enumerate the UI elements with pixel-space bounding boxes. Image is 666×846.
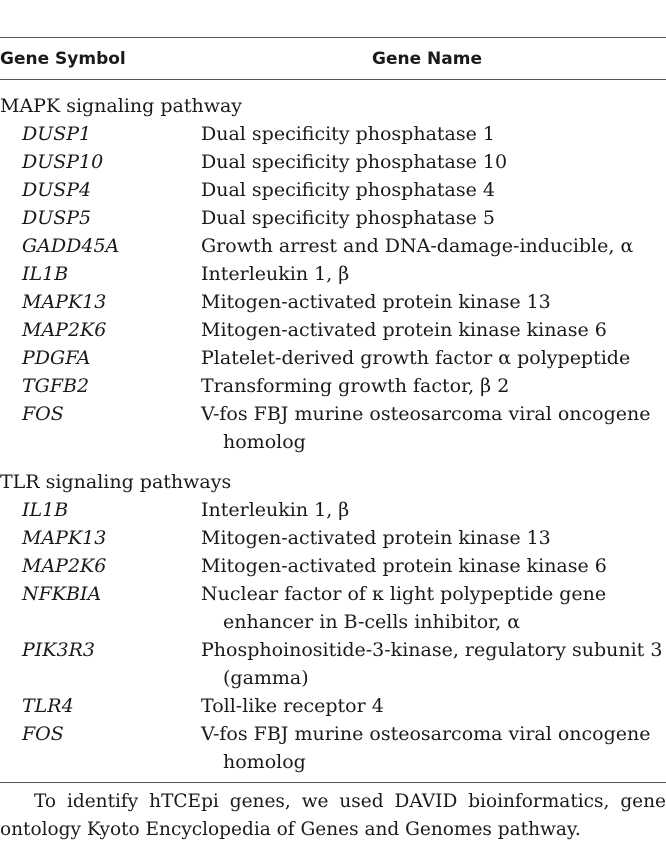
header-gene-name: Gene Name	[372, 49, 482, 69]
gene-name: Transforming growth factor, β 2	[201, 375, 510, 397]
gene-symbol: DUSP4	[22, 179, 92, 201]
gene-name-continuation: homolog	[223, 751, 306, 773]
gene-symbol: DUSP5	[22, 207, 92, 229]
header-rule	[0, 79, 666, 80]
gene-name: Toll-like receptor 4	[201, 695, 384, 717]
gene-name: Interleukin 1, β	[201, 499, 350, 521]
header-gene-symbol: Gene Symbol	[0, 49, 126, 69]
gene-name: Dual specificity phosphatase 1	[201, 123, 495, 145]
gene-name: Nuclear factor of κ light polypeptide gene	[201, 583, 607, 605]
gene-symbol: IL1B	[22, 499, 69, 521]
table-top-rule	[0, 37, 666, 38]
gene-symbol: DUSP1	[22, 123, 92, 145]
gene-symbol: FOS	[22, 403, 64, 425]
gene-symbol: NFKBIA	[22, 583, 102, 605]
gene-symbol: MAP2K6	[22, 555, 107, 577]
gene-symbol: FOS	[22, 723, 64, 745]
gene-name-continuation: (gamma)	[223, 667, 309, 689]
gene-name: Dual specificity phosphatase 4	[201, 179, 495, 201]
gene-name: Mitogen-activated protein kinase kinase 6	[201, 555, 607, 577]
gene-symbol: TGFB2	[22, 375, 90, 397]
gene-symbol: TLR4	[22, 695, 74, 717]
section-title: MAPK signaling pathway	[0, 95, 243, 117]
section-title: TLR signaling pathways	[0, 471, 232, 493]
gene-name: V-fos FBJ murine osteosarcoma viral oncogene	[201, 403, 651, 425]
gene-name-continuation: homolog	[223, 431, 306, 453]
gene-symbol: GADD45A	[22, 235, 120, 257]
gene-name: Mitogen-activated protein kinase kinase 6	[201, 319, 607, 341]
gene-name-continuation: enhancer in B-cells inhibitor, α	[223, 611, 521, 633]
gene-symbol: MAPK13	[22, 527, 107, 549]
gene-symbol: MAP2K6	[22, 319, 107, 341]
gene-symbol: IL1B	[22, 263, 69, 285]
table-bottom-rule	[0, 782, 666, 783]
table-footnote: To identify hTCEpi genes, we used DAVID bioinformatics, gene ontology Kyoto Encyclopedia of Genes and Genomes pathway.	[0, 791, 666, 840]
gene-name: Dual specificity phosphatase 10	[201, 151, 508, 173]
gene-symbol: PIK3R3	[22, 639, 95, 661]
gene-symbol: DUSP10	[22, 151, 104, 173]
gene-symbol: PDGFA	[22, 347, 91, 369]
gene-name: Mitogen-activated protein kinase 13	[201, 291, 551, 313]
gene-name: V-fos FBJ murine osteosarcoma viral oncogene	[201, 723, 651, 745]
gene-name: Platelet-derived growth factor α polypeptide	[201, 347, 631, 369]
gene-name: Growth arrest and DNA-damage-inducible, α	[201, 235, 634, 257]
gene-symbol: MAPK13	[22, 291, 107, 313]
gene-name: Phosphoinositide-3-kinase, regulatory subunit 3	[201, 639, 663, 661]
gene-name: Dual specificity phosphatase 5	[201, 207, 495, 229]
gene-name: Mitogen-activated protein kinase 13	[201, 527, 551, 549]
gene-name: Interleukin 1, β	[201, 263, 350, 285]
